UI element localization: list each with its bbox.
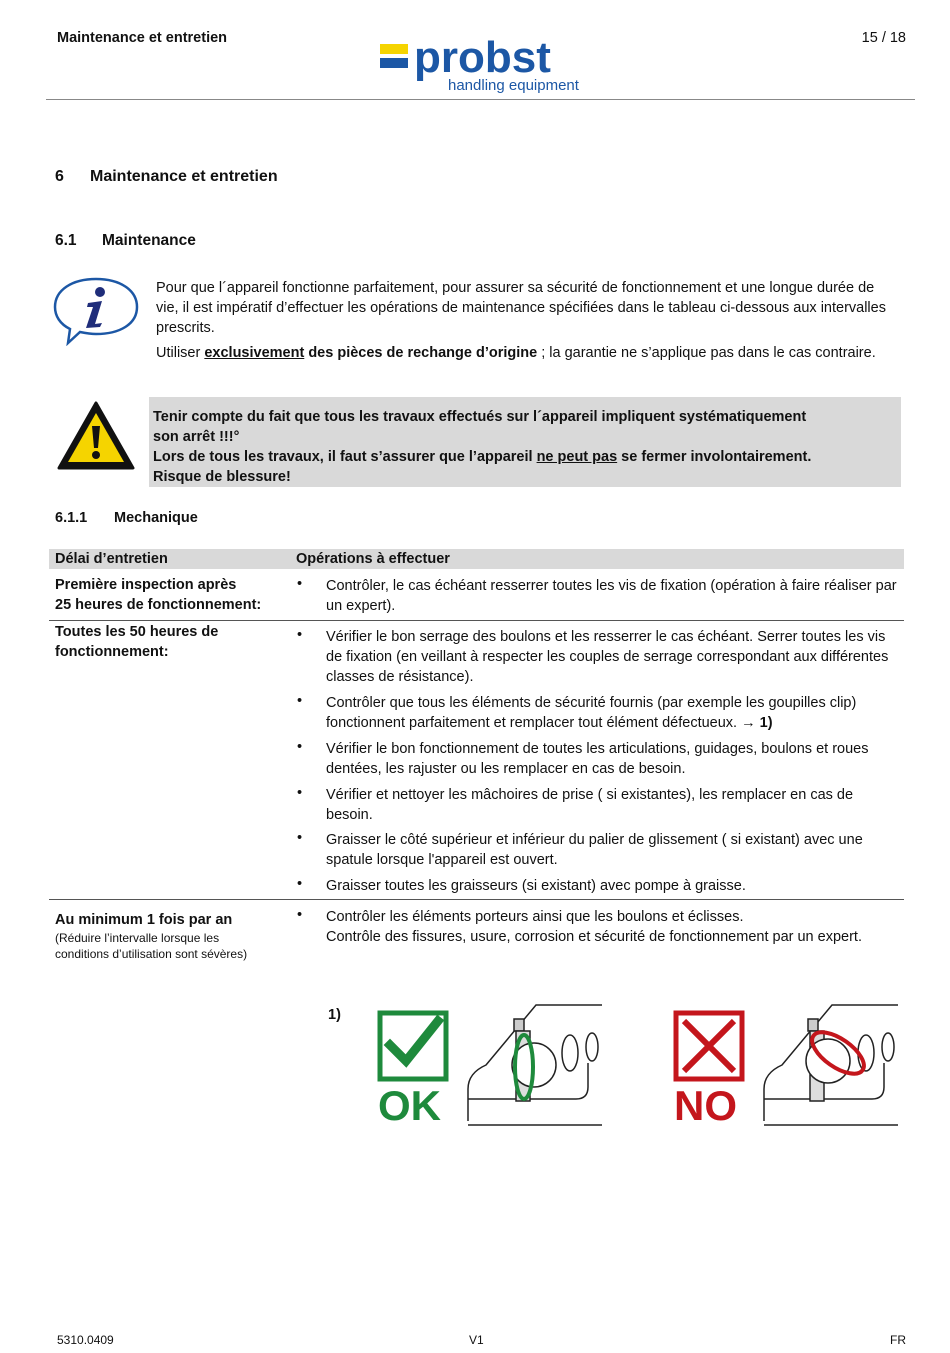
warning-line-1: Tenir compte du fait que tous les travaux effectués sur l´appareil impliquent systématiquement — [153, 409, 807, 425]
row-divider — [49, 899, 904, 900]
probst-logo — [378, 34, 590, 94]
table-col-interval: Délai d’entretien — [55, 551, 168, 567]
warning-box — [149, 397, 901, 487]
table-col-operations: Opérations à effectuer — [296, 551, 450, 567]
bullet: • — [297, 576, 303, 592]
footer-language: FR — [890, 1333, 906, 1347]
table-row-operation: Contrôler les éléments porteurs ainsi que les boulons et éclisses. Contrôle des fissures, usure, corrosion et sécurité de fonctionnement par un expert. — [326, 909, 862, 945]
info-paragraph-2: Utiliser exclusivement des pièces de rechange d’origine ; la garantie ne s’applique pas dans le cas contraire. — [156, 345, 876, 361]
info-text — [156, 278, 896, 368]
ok-figure — [376, 1003, 602, 1127]
ok-check-icon — [378, 1013, 446, 1127]
table-row-operation: Graisser toutes les graisseurs (si existant) avec pompe à graisse. — [326, 878, 746, 894]
interval-note-1: (Réduire l’intervalle lorsque les — [55, 931, 220, 945]
table-row-operation: Graisser le côté supérieur et inférieur du palier de glissement ( si existant) avec une spatule lorsque l'appareil est ouvert. — [326, 832, 863, 868]
logo-tagline: handling equipment — [448, 77, 579, 94]
bullet: • — [297, 627, 303, 643]
bullet: • — [297, 739, 303, 755]
subsection-heading — [55, 232, 196, 250]
logo-name: probst — [414, 34, 551, 82]
subsubsection-heading — [55, 510, 198, 526]
bullet: • — [297, 693, 303, 709]
row-divider — [49, 620, 904, 621]
section-number: 6 — [55, 168, 64, 185]
bullet: • — [297, 876, 303, 892]
section-title: Maintenance et entretien — [90, 168, 278, 185]
section-heading — [55, 168, 278, 186]
bullet: • — [297, 907, 303, 923]
no-cross-icon — [674, 1013, 742, 1127]
header-divider — [46, 99, 915, 100]
subsubsection-title: Mechanique — [114, 510, 198, 526]
figure-reference: → 1) — [741, 715, 773, 731]
warning-line-3: Lors de tous les travaux, il faut s’assurer que l’appareil ne peut pas se fermer involontairement. — [153, 449, 812, 465]
table-row-interval: Au minimum 1 fois par an (Réduire l’intervalle lorsque les conditions d’utilisation sont sévères) — [55, 912, 248, 961]
footer-doc-number: 5310.0409 — [57, 1333, 114, 1347]
page-number: 15 / 18 — [861, 30, 906, 46]
no-text: NO — [674, 1082, 737, 1127]
table-header — [49, 549, 904, 569]
figure-label: 1) — [328, 1007, 341, 1023]
table-row-operation: Vérifier et nettoyer les mâchoires de prise ( si existantes), les remplacer en cas de besoin. — [326, 787, 854, 823]
info-speech-bubble-icon — [52, 276, 140, 346]
subsection-number: 6.1 — [55, 232, 77, 249]
table-row-interval: Toutes les 50 heures de fonctionnement: — [55, 624, 219, 660]
table-row-operation: Contrôler, le cas échéant resserrer toutes les vis de fixation (opération à faire réaliser par un expert). — [326, 578, 897, 614]
info-paragraph-1: Pour que l´appareil fonctionne parfaitement, pour assurer sa sécurité de fonctionnement et une longue durée de vie, il est impératif d’effectuer les opérations de maintenance spécifiées dans le tableau ci-dessous aux intervalles prescrits. — [156, 280, 886, 336]
table-row-interval: Première inspection après 25 heures de fonctionnement: — [55, 577, 262, 613]
ok-text: OK — [378, 1082, 441, 1127]
bullet: • — [297, 785, 303, 801]
table-row-operation: Contrôler que tous les éléments de sécurité fournis (par exemple les goupilles clip) fonctionnent parfaitement et remplacer tout élément défectueux. → 1) — [326, 695, 857, 731]
table-row-operation: Vérifier le bon fonctionnement de toutes les articulations, guidages, boulons et roues dentées, les rajuster ou les remplacer en cas de besoin. — [326, 741, 869, 777]
pin-clip-incorrect-drawing — [764, 1005, 898, 1125]
warning-triangle-icon — [56, 400, 136, 472]
table-row-operation: Vérifier le bon serrage des boulons et les resserrer le cas échéant. Serrer toutes les vis de fixation (en veillant à respecter les couples de serrage correspondant aux différentes classes de résistance). — [326, 629, 889, 685]
footer-version: V1 — [469, 1333, 484, 1347]
header-title: Maintenance et entretien — [57, 30, 228, 46]
warning-line-2: son arrêt !!!° — [153, 429, 240, 445]
subsubsection-number: 6.1.1 — [55, 510, 88, 526]
interval-note-2: conditions d’utilisation sont sévères) — [55, 947, 248, 961]
subsection-title: Maintenance — [102, 232, 196, 249]
no-figure — [672, 1003, 898, 1127]
bullet: • — [297, 830, 303, 846]
warning-line-4: Risque de blessure! — [153, 469, 291, 485]
pin-clip-correct-drawing — [468, 1005, 602, 1125]
